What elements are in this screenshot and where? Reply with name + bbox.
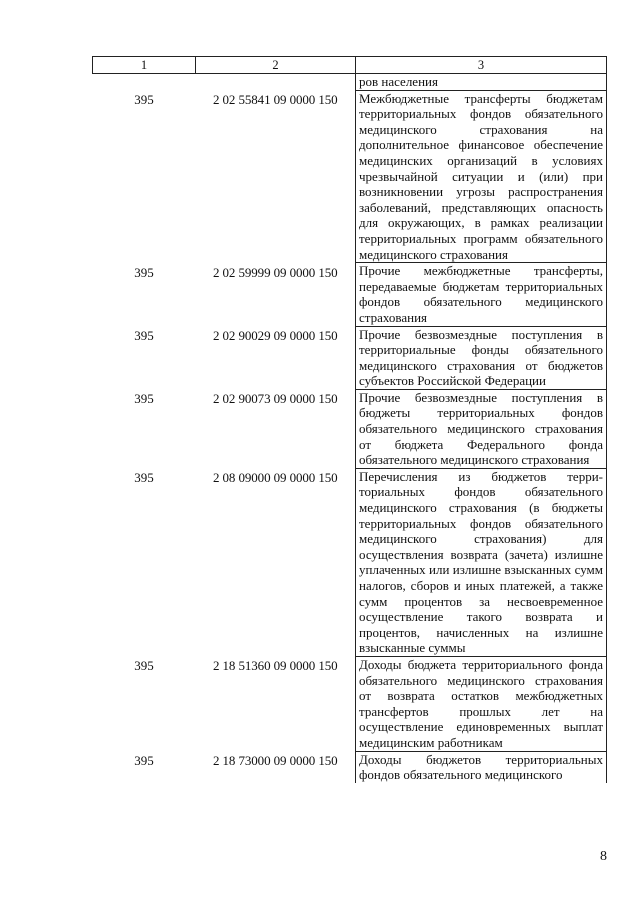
table-header <box>93 57 607 74</box>
empty-cell <box>196 74 356 91</box>
admin-code: 395 <box>134 753 154 769</box>
table-body <box>93 74 607 783</box>
admin-code: 395 <box>134 92 154 108</box>
income-description: Прочие безвозмездные поступления в территориальные фонды обязательного медицинского страхования от бюджетов субъектов Российской Федерации <box>356 326 607 389</box>
budget-code: 2 08 09000 09 0000 150 <box>212 470 338 486</box>
income-description: Доходы бюджета территориального фонда обязательного медицинского страхования от возврата остатков межбюджетных трансфертов прошлых лет на осуществление единовременных выплат медицинским работникам <box>356 656 607 751</box>
income-description: Доходы бюджетов территориальных фондов обязательного медицинского <box>356 751 607 783</box>
admin-code: 395 <box>134 391 154 407</box>
budget-code: 2 02 59999 09 0000 150 <box>212 264 338 280</box>
table-row <box>93 263 607 326</box>
page-number: 8 <box>600 849 607 864</box>
admin-code: 395 <box>134 470 154 486</box>
continuation-row <box>93 74 607 91</box>
income-description: Межбюджетные трансферты бюджетам территориальных фондов обязательного медицинского страхования на дополнительное финансовое обеспечение медицинских организаций в условиях чрезвычайной ситуации и (или) при возникновении угрозы распространения заболеваний, представляющих опасность для окружающих, в рамках реализации территориальных программ обязательного медицинского страхования <box>356 90 607 263</box>
budget-code: 2 02 55841 09 0000 150 <box>212 92 338 108</box>
income-description: Прочие межбюджетные трансферты, передаваемые бюджетам территориальных фондов обязательного медицинского страхования <box>356 263 607 326</box>
admin-code: 395 <box>134 328 154 343</box>
budget-codes-table <box>92 56 607 783</box>
column-header-2: 2 <box>196 57 356 74</box>
table-row <box>93 751 607 783</box>
table-row <box>93 326 607 389</box>
empty-cell <box>93 74 196 91</box>
admin-code: 395 <box>134 264 154 280</box>
budget-code: 2 18 51360 09 0000 150 <box>212 658 338 674</box>
admin-code: 395 <box>134 658 154 674</box>
column-header-1: 1 <box>93 57 196 74</box>
table-row <box>93 389 607 468</box>
table-row <box>93 656 607 751</box>
continuation-text: ров населения <box>356 74 607 91</box>
budget-code: 2 02 90029 09 0000 150 <box>212 328 338 343</box>
column-header-3: 3 <box>356 57 607 74</box>
budget-code: 2 02 90073 09 0000 150 <box>212 391 338 407</box>
income-description: Перечисления из бюджетов территориальных фондов обязательного медицинского страхования (в бюджеты территориальных фондов обязательного медицинского страхования) для осуществления возврата (зачета) излишне уплаченных или излишне взысканных сумм налогов, сборов и иных платежей, а также сумм процентов за несвоевременное осуществление такого возврата и процентов, начисленных на излишне взысканные суммы <box>356 468 607 656</box>
income-description: Прочие безвозмездные поступления в бюджеты территориальных фондов обязательного медицинского страхования от бюджета Федерального фонда обязательного медицинского страхования <box>356 389 607 468</box>
table-row <box>93 90 607 263</box>
table-row <box>93 468 607 656</box>
budget-code: 2 18 73000 09 0000 150 <box>212 753 338 769</box>
